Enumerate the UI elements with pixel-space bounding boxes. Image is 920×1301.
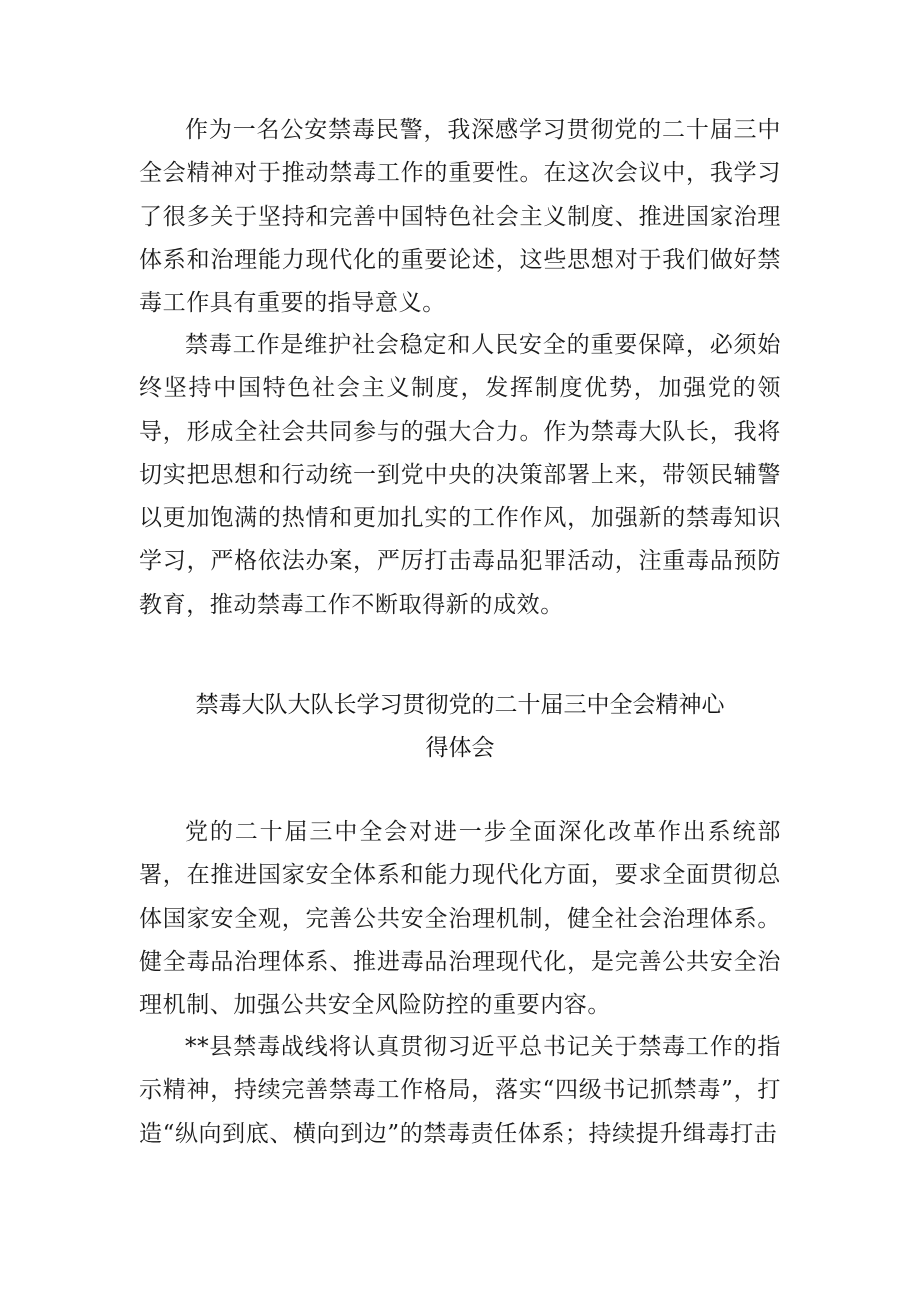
paragraph: **县禁毒战线将认真贯彻习近平总书记关于禁毒工作的指示精神，持续完善禁毒工作格局，落实“四级书记抓禁毒”，打造“纵向到底、横向到边”的禁毒责任体系；持续提升缉毒打击 <box>139 1034 781 1147</box>
article-title <box>139 684 781 770</box>
article-title-line-1: 禁毒大队大队长学习贯彻党的二十届三中全会精神心 <box>195 692 725 718</box>
paragraph: 禁毒工作是维护社会稳定和人民安全的重要保障，必须始终坚持中国特色社会主义制度，发挥制度优势，加强党的领导，形成全社会共同参与的强大合力。作为禁毒大队长，我将切实把思想和行动统一到党中央的决策部署上来，带领民辅警以更加饱满的热情和更加扎实的工作作风，加强新的禁毒知识学习，严格依法办案，严厉打击毒品犯罪活动，注重毒品预防教育，推动禁毒工作不断取得新的成效。 <box>139 332 781 618</box>
paragraph: 党的二十届三中全会对进一步全面深化改革作出系统部署，在推进国家安全体系和能力现代化方面，要求全面贯彻总体国家安全观，完善公共安全治理机制，健全社会治理体系。健全毒品治理体系、推进毒品治理现代化，是完善公共安全治理机制、加强公共安全风险防控的重要内容。 <box>139 819 781 1019</box>
article-title-line-2: 得体会 <box>425 735 495 761</box>
paragraph: 作为一名公安禁毒民警，我深感学习贯彻党的二十届三中全会精神对于推动禁毒工作的重要性。在这次会议中，我学习了很多关于坚持和完善中国特色社会主义制度、推进国家治理体系和治理能力现代化的重要论述，这些思想对于我们做好禁毒工作具有重要的指导意义。 <box>139 117 781 317</box>
